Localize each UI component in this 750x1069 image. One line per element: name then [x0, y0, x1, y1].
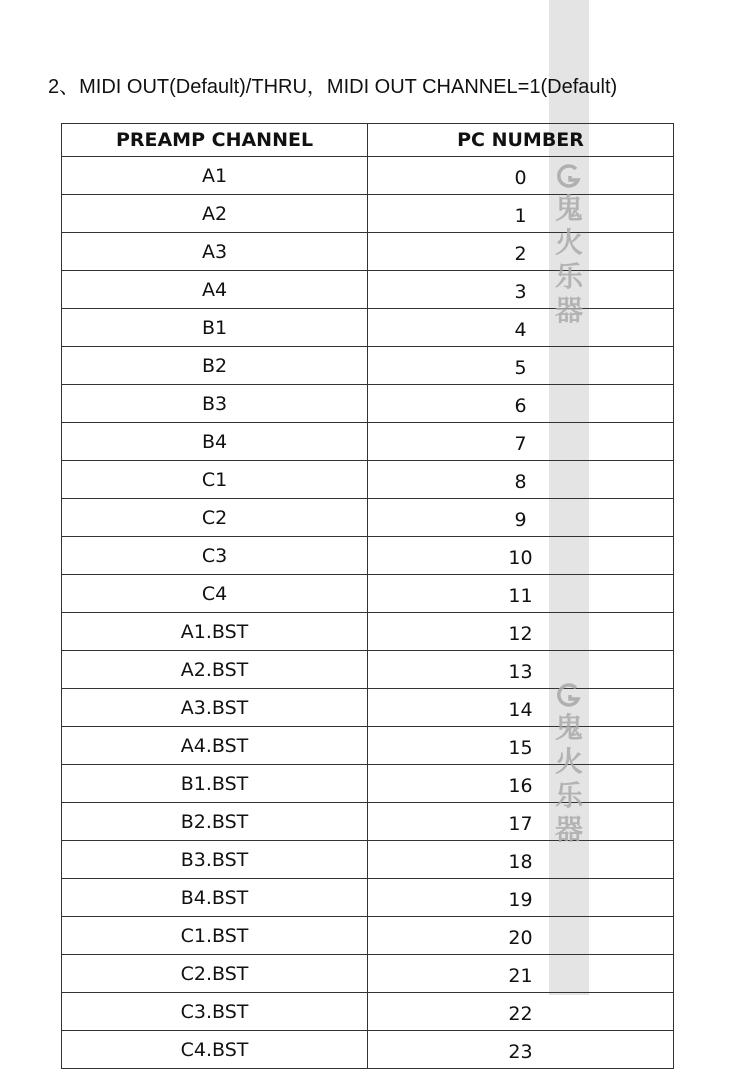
pc-number-cell: 16 [368, 765, 674, 803]
pc-number-cell: 5 [368, 347, 674, 385]
pc-number-cell: 9 [368, 499, 674, 537]
column-header-pc-number: PC NUMBER [368, 124, 674, 157]
pc-number-table [61, 123, 674, 1069]
table-row [62, 195, 674, 233]
preamp-channel-cell: B2.BST [62, 803, 368, 841]
pc-number-cell: 7 [368, 423, 674, 461]
pc-number-cell: 3 [368, 271, 674, 309]
preamp-channel-cell: A1 [62, 157, 368, 195]
pc-number-cell: 13 [368, 651, 674, 689]
pc-number-cell: 2 [368, 233, 674, 271]
pc-number-cell: 11 [368, 575, 674, 613]
table-row [62, 575, 674, 613]
pc-number-cell: 8 [368, 461, 674, 499]
pc-number-cell: 23 [368, 1031, 674, 1069]
pc-number-cell: 15 [368, 727, 674, 765]
table-body [62, 157, 674, 1069]
pc-number-cell: 12 [368, 613, 674, 651]
pc-number-cell: 19 [368, 879, 674, 917]
section-heading: 2、MIDI OUT(Default)/THRU，MIDI OUT CHANNEL=1(Default) [48, 76, 618, 98]
preamp-channel-cell: B3.BST [62, 841, 368, 879]
table-row [62, 613, 674, 651]
preamp-channel-cell: A3 [62, 233, 368, 271]
table-row [62, 499, 674, 537]
watermark-char: 鬼 [554, 192, 583, 225]
pc-number-cell: 17 [368, 803, 674, 841]
column-header-preamp-channel: PREAMP CHANNEL [62, 124, 368, 157]
preamp-channel-cell: C4 [62, 575, 368, 613]
watermark-char: 乐 [554, 779, 583, 812]
preamp-channel-cell: C3.BST [62, 993, 368, 1031]
table-row [62, 955, 674, 993]
table-row [62, 347, 674, 385]
preamp-channel-cell: C2.BST [62, 955, 368, 993]
pc-number-cell: 21 [368, 955, 674, 993]
table-row [62, 309, 674, 347]
pc-number-cell: 4 [368, 309, 674, 347]
table-row [62, 727, 674, 765]
watermark-char: 火 [554, 745, 583, 778]
table-row [62, 385, 674, 423]
watermark-char: 鬼 [554, 711, 583, 744]
preamp-channel-cell: A2.BST [62, 651, 368, 689]
table-row [62, 993, 674, 1031]
preamp-channel-cell: C2 [62, 499, 368, 537]
preamp-channel-cell: B4.BST [62, 879, 368, 917]
preamp-channel-cell: B1 [62, 309, 368, 347]
table-row [62, 765, 674, 803]
table-row [62, 461, 674, 499]
preamp-channel-cell: B1.BST [62, 765, 368, 803]
table-row [62, 879, 674, 917]
watermark-char: 器 [554, 813, 583, 846]
watermark-char: 器 [554, 294, 583, 327]
table-row [62, 271, 674, 309]
preamp-channel-cell: C1 [62, 461, 368, 499]
table-row [62, 651, 674, 689]
pc-number-cell: 20 [368, 917, 674, 955]
table-row [62, 1031, 674, 1069]
preamp-channel-cell: C1.BST [62, 917, 368, 955]
table-row [62, 841, 674, 879]
table-row [62, 803, 674, 841]
pc-number-cell: 18 [368, 841, 674, 879]
preamp-channel-cell: C4.BST [62, 1031, 368, 1069]
pc-number-cell: 1 [368, 195, 674, 233]
preamp-channel-cell: A3.BST [62, 689, 368, 727]
pc-number-cell: 14 [368, 689, 674, 727]
preamp-channel-cell: B4 [62, 423, 368, 461]
table-row [62, 537, 674, 575]
table-row [62, 917, 674, 955]
preamp-channel-cell: C3 [62, 537, 368, 575]
preamp-channel-cell: B2 [62, 347, 368, 385]
preamp-channel-cell: A1.BST [62, 613, 368, 651]
watermark-char: 乐 [554, 260, 583, 293]
preamp-channel-cell: A4 [62, 271, 368, 309]
pc-number-cell: 0 [368, 157, 674, 195]
table-header-row [62, 124, 674, 157]
table-row [62, 233, 674, 271]
pc-number-cell: 6 [368, 385, 674, 423]
preamp-channel-cell: B3 [62, 385, 368, 423]
preamp-channel-cell: A2 [62, 195, 368, 233]
watermark-char: 火 [554, 226, 583, 259]
preamp-channel-cell: A4.BST [62, 727, 368, 765]
table-row [62, 157, 674, 195]
table-row [62, 689, 674, 727]
pc-number-cell: 22 [368, 993, 674, 1031]
pc-number-cell: 10 [368, 537, 674, 575]
table-row [62, 423, 674, 461]
